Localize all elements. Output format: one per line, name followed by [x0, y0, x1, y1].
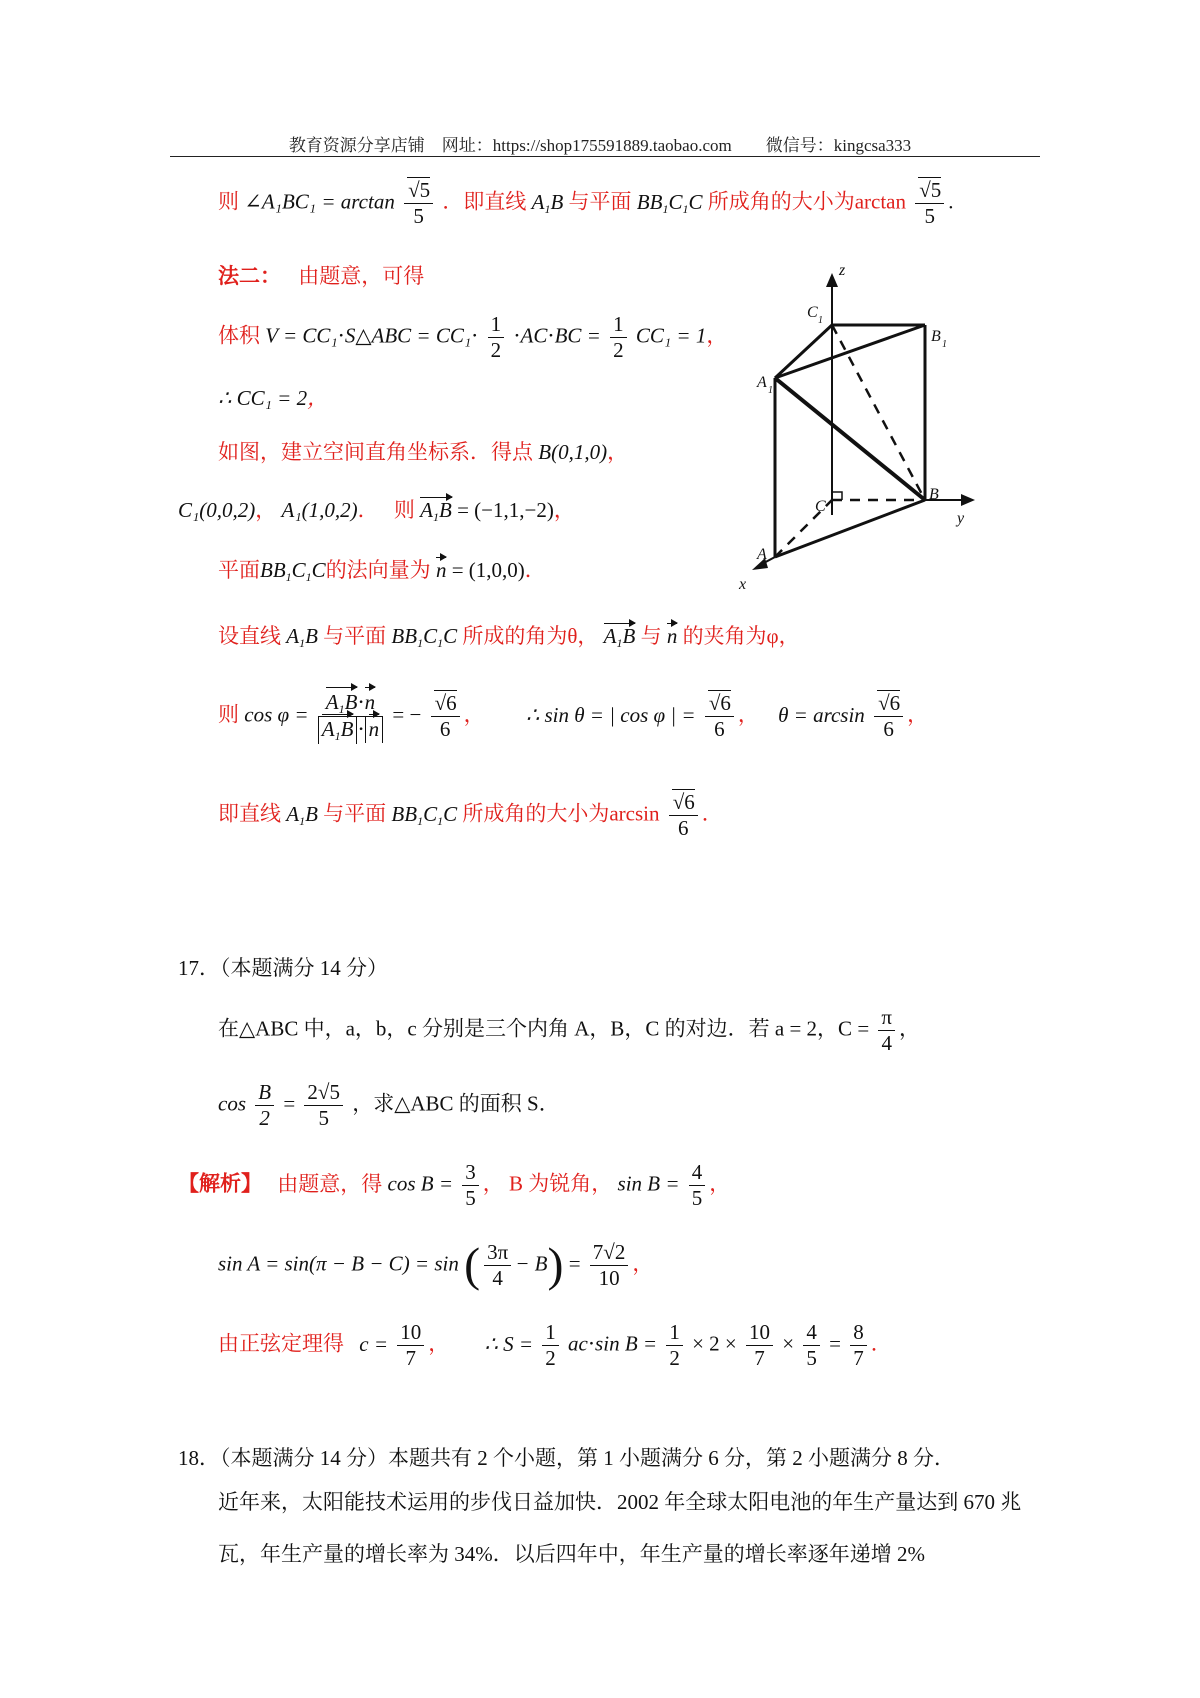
math-expr: = − — [392, 702, 422, 727]
cos-line: 则 cos φ = $\frac{A_1B\cdot n}{A_1B \cdot n}$ = − $\frac{√6}{6}$ ， ∴ sin θ = | cos φ | = $\frac{√6}{6}$ ， θ = arcsin $\frac{√6}{6}$ ， — [218, 690, 929, 744]
text: 则 — [218, 702, 239, 727]
text: 与平面 — [323, 801, 387, 826]
text: ，求△ABC 的面积 S． — [352, 1091, 560, 1116]
plane-bb1c1c: $BB_1C_1C$ — [260, 558, 326, 584]
plane-bb1c1c: $BB_1C_1C$ — [391, 801, 458, 828]
text: 设直线 — [218, 624, 281, 648]
text: 由题意，得 — [277, 1171, 383, 1196]
den: 5 — [924, 204, 936, 229]
text: 与平面 — [568, 189, 632, 214]
page-header: 教育资源分享店铺 网址：https://shop175591889.taobao.com 微信号：kingcsa333 — [288, 136, 912, 155]
text: ．即直线 — [442, 189, 527, 214]
header-rule — [170, 156, 1040, 157]
point-b: B(0,1,0) — [538, 440, 608, 464]
math-expr: ∴ sin θ = | cos φ | = — [525, 702, 696, 727]
math-expr: ac⋅sin B = — [568, 1331, 658, 1356]
fraction: $\frac{√6}{6}$ — [705, 691, 734, 742]
q17-statement: 在△ABC 中，a，b，c 分别是三个内角 A，B，C 的对边．若 a = 2，C = $\frac{\pi}{4}$ ， — [218, 1005, 921, 1056]
label-c1: C — [807, 304, 818, 321]
fraction: $\frac{4}{5}$ — [689, 1160, 706, 1211]
fraction — [404, 178, 433, 229]
normal-line: 平面$BB_1C_1C$的法向量为 n = (1,0,0)． — [218, 558, 546, 584]
label-b: B — [929, 486, 939, 503]
q17-title: 17．（本题满分 14 分） — [178, 956, 388, 980]
fraction: $\frac{1}{2}$ — [666, 1320, 683, 1371]
text: 在△ABC 中，a，b，c 分别是三个内角 A，B，C 的对边．若 a = 2，C = — [218, 1016, 870, 1041]
math-expr: ∠A₁BC₁ = arctan — [244, 189, 395, 214]
fraction: $\frac{4}{5}$ — [803, 1320, 820, 1371]
fraction: $\frac{B}{2}$ — [255, 1080, 274, 1131]
segment-a1b — [775, 378, 925, 500]
q16-line-1: 则 ∠A₁BC₁ = arctan $\frac{√5}{5}$ ．即直线 $A_1B$ 与平面 $BB_1C_1C$ 所成角的大小为arctan $\frac{√5}{5}$ . — [218, 178, 954, 229]
text: 如图，建立空间直角坐标系．得点 — [218, 440, 533, 464]
conclusion-line: 即直线 $A_1B$ 与平面 $BB_1C_1C$ 所成角的大小为arcsin $\frac{√6}{6}$ ． — [218, 790, 723, 841]
text: 由题意，可得 — [298, 264, 425, 288]
plane-bb1c1c: $BB_1C_1C$ — [636, 189, 703, 216]
fraction: $\frac{A_1B\cdot n}{A_1B \cdot n}$ — [318, 690, 383, 744]
fraction: $\frac{\pi}{4}$ — [878, 1005, 895, 1056]
sub-1: 1 — [768, 385, 773, 396]
text: 则 — [393, 498, 415, 522]
z-arrow — [826, 273, 838, 287]
text: 则 — [218, 189, 239, 214]
y-arrow — [961, 494, 975, 506]
vector-a1b: $A_1B$ — [603, 624, 636, 650]
label-a1: A — [757, 374, 767, 391]
text: 的法向量为 — [325, 558, 431, 582]
method-label: 法二： — [218, 264, 281, 288]
vector-n: n — [435, 558, 447, 582]
vector-n: n — [666, 624, 678, 648]
label-c: C — [815, 498, 826, 515]
point-a1: A₁(1,0,2) — [281, 498, 358, 522]
volume-line: 体积 V = CC₁⋅S△ABC = CC₁⋅ $\frac{1}{2}$ ⋅AC⋅BC = $\frac{1}{2}$ CC₁ = 1， — [218, 312, 728, 363]
math-expr: ∴ S = — [484, 1331, 534, 1356]
math-expr: = (1,0,0) — [451, 558, 525, 582]
num: √5 — [408, 178, 431, 202]
text: 所成的角为θ， — [462, 624, 599, 648]
angle-def-line — [218, 626, 800, 649]
fraction — [915, 178, 944, 229]
q17-sinA: sin A = sin(π − B − C) = sin ( $\frac{3\pi}{4}$ − B) = $\frac{7√2}{10}$ ， — [218, 1238, 654, 1292]
fraction: $\frac{√6}{6}$ — [874, 691, 903, 742]
math-expr: cos φ = — [244, 702, 309, 727]
math-expr: = (−1,1,−2) — [457, 498, 554, 522]
math-expr: cos B = — [387, 1171, 453, 1196]
points-line: C₁(0,0,2)， A₁(1,0,2)． 则 $A_1B = (-1,1,-2)$， — [178, 498, 575, 524]
den: 5 — [413, 204, 424, 229]
text: 所成角的大小为arcsin — [462, 801, 660, 826]
q18-line1: 近年来，太阳能技术运用的步伐日益加快．2002 年全球太阳电池的年生产量达到 670 兆 — [218, 1490, 1022, 1514]
math-expr: ∴ CC₁ = 2 — [218, 386, 308, 410]
text: 所成角的大小为arctan — [707, 189, 907, 214]
label-z: z — [839, 262, 846, 279]
solution-label: 【解析】 — [178, 1171, 262, 1196]
math-expr: sin B = — [617, 1171, 680, 1196]
fraction: $\frac{1}{2}$ — [610, 312, 627, 363]
fraction: $\frac{3\pi}{4}$ — [484, 1240, 511, 1291]
edge-a1b1 — [775, 325, 925, 378]
fraction: $\frac{√6}{6}$ — [669, 790, 698, 841]
text: 体积 — [218, 323, 260, 348]
fraction: $\frac{7√2}{10}$ — [590, 1240, 629, 1291]
q18-title: 18．（本题满分 14 分）本题共有 2 个小题，第 1 小题满分 6 分，第 2 小题满分 8 分． — [178, 1446, 955, 1470]
text: 与平面 — [323, 624, 387, 648]
text: 由正弦定理得 — [218, 1331, 344, 1356]
fraction: $\frac{10}{7}$ — [397, 1320, 424, 1371]
segment-c1b — [832, 325, 925, 500]
q17-solution-line1: 【解析】 由题意，得 cos B = $\frac{3}{5}$ ， B 为锐角， sin B = $\frac{4}{5}$ ， — [178, 1160, 731, 1211]
fraction: $\frac{1}{2}$ — [488, 312, 505, 363]
text: 即直线 — [218, 801, 281, 826]
line-a1b: $A_1B$ — [286, 801, 318, 828]
fraction: $\frac{√6}{6}$ — [431, 691, 460, 742]
fraction: $\frac{3}{5}$ — [462, 1160, 479, 1211]
prism-figure — [735, 262, 985, 595]
therefore-cc1: ∴ CC₁ = 2， — [218, 386, 329, 410]
sub-1: 1 — [942, 339, 947, 350]
math-expr: ⋅AC⋅BC = — [513, 323, 601, 348]
label-a: A — [757, 546, 767, 563]
line-a1b: $A_1B$ — [286, 624, 318, 650]
edge-ab — [775, 500, 925, 557]
fraction: $\frac{2√5}{5}$ — [304, 1080, 343, 1131]
coord-line: 如图，建立空间直角坐标系．得点 B(0,1,0)， — [218, 440, 629, 464]
q18-line2: 瓦，年生产量的增长率为 34%．以后四年中，年生产量的增长率逐年递增 2% — [218, 1542, 925, 1566]
math-expr: c = — [359, 1331, 388, 1356]
sub-1: 1 — [818, 315, 823, 326]
q17-area: 由正弦定理得 c = $\frac{10}{7}$ ， ∴ S = $\frac{1}{2}$ ac⋅sin B = $\frac{1}{2}$ × 2 × $\frac{10}{7}$ × $\frac{4}{5}$ = $\frac{8}{7}$ ． — [218, 1320, 892, 1371]
math-expr: × 2 × — [692, 1331, 737, 1356]
vector-a1b: $A_1B$ — [420, 498, 452, 524]
line-a1b: $A_1B$ — [531, 189, 564, 216]
math-expr: θ = arcsin — [778, 702, 865, 727]
math-expr: × — [782, 1331, 795, 1356]
fraction: $\frac{10}{7}$ — [746, 1320, 773, 1371]
q17-condition: cos $\frac{B}{2}$ = $\frac{2√5}{5}$ ，求△ABC 的面积 S． — [218, 1080, 560, 1131]
point-c1: C₁(0,0,2) — [178, 498, 256, 522]
num: √5 — [919, 178, 942, 202]
text: 的夹角为φ， — [682, 624, 800, 648]
fraction: $\frac{1}{2}$ — [542, 1320, 559, 1371]
math-expr: CC₁ = 1 — [635, 323, 707, 348]
math-expr: sin A = sin(π − B − C) = sin — [218, 1251, 459, 1276]
label-x: x — [739, 576, 747, 593]
math-expr: cos — [218, 1091, 246, 1116]
fraction: $\frac{8}{7}$ — [850, 1320, 867, 1371]
edge-a1c1 — [775, 325, 832, 378]
math-expr: V = CC₁⋅S△ABC = CC₁⋅ — [265, 323, 479, 348]
label-y: y — [957, 510, 965, 527]
text: B 为锐角， — [509, 1171, 613, 1196]
method2-line — [218, 266, 424, 287]
text: 平面 — [218, 558, 260, 582]
label-b1: B — [931, 328, 941, 345]
plane-bb1c1c: $BB_1C_1C$ — [391, 624, 458, 650]
text: 与 — [640, 624, 662, 648]
